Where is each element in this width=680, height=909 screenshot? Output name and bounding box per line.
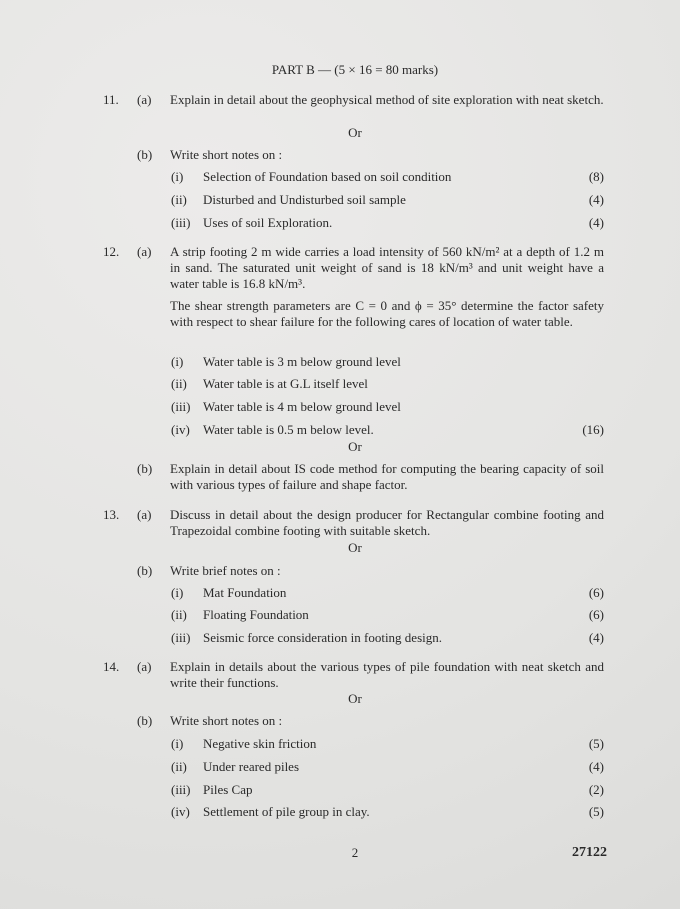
part-label: (a): [137, 659, 152, 674]
item-numeral: (ii): [171, 376, 187, 391]
item-numeral: (i): [171, 736, 184, 751]
question-text: Explain in detail about the geophysical method of site exploration with neat sketch.: [170, 92, 604, 107]
item-marks: (5): [588, 804, 604, 819]
item-numeral: (iii): [171, 630, 191, 645]
item-text: Uses of soil Exploration.: [203, 215, 333, 230]
question-number: 11.: [103, 92, 119, 107]
item-numeral: (iii): [171, 215, 191, 230]
item-text: Selection of Foundation based on soil condition: [203, 169, 452, 184]
part-label: (b): [137, 563, 153, 578]
or-separator: Or: [348, 691, 362, 706]
item-text: Water table is 3 m below ground level: [203, 354, 401, 369]
question-number: 14.: [103, 659, 120, 674]
item-marks: (2): [588, 782, 604, 797]
question-text: Write brief notes on :: [170, 563, 281, 578]
question-text: A strip footing 2 m wide carries a load intensity of 560 kN/m² at a depth of 1.2 m in sand. The saturated unit weight of sand is 18 kN/m³ and unit weight have a water table is 16.8 kN/m³.: [170, 244, 604, 291]
item-text: Water table is 0.5 m below level.: [203, 422, 374, 437]
item-marks: (5): [588, 736, 604, 751]
part-label: (b): [137, 147, 153, 162]
item-numeral: (iii): [171, 399, 191, 414]
part-label: (a): [137, 244, 152, 259]
item-numeral: (ii): [171, 607, 187, 622]
item-numeral: (ii): [171, 192, 187, 207]
item-text: Negative skin friction: [203, 736, 317, 751]
item-text: Piles Cap: [203, 782, 253, 797]
question-text: Explain in detail about IS code method for computing the bearing capacity of soil with various types of failure and shape factor.: [170, 461, 604, 492]
question-number: 13.: [103, 507, 120, 522]
question-text: Discuss in detail about the design producer for Rectangular combine footing and Trapezoidal combine footing with suitable sketch.: [170, 507, 604, 538]
question-text: Write short notes on :: [170, 713, 283, 728]
question-text: The shear strength parameters are C = 0 and ϕ = 35° determine the factor safety with respect to shear failure for the following cares of location of water table.: [170, 298, 604, 329]
item-marks: (4): [588, 192, 604, 207]
question-number: 12.: [103, 244, 120, 259]
or-separator: Or: [348, 125, 362, 140]
part-heading: PART B — (5 × 16 = 80 marks): [271, 62, 439, 77]
part-label: (b): [137, 461, 153, 476]
or-separator: Or: [348, 540, 362, 555]
item-numeral: (iv): [171, 804, 190, 819]
item-text: Under reared piles: [203, 759, 300, 774]
item-numeral: (iii): [171, 782, 191, 797]
item-numeral: (i): [171, 169, 184, 184]
question-text: Write short notes on :: [170, 147, 283, 162]
paper-code: 27122: [572, 845, 607, 860]
or-separator: Or: [348, 439, 362, 454]
item-numeral: (ii): [171, 759, 187, 774]
item-text: Water table is 4 m below ground level: [203, 399, 401, 414]
item-marks: (6): [588, 585, 604, 600]
item-text: Settlement of pile group in clay.: [203, 804, 370, 819]
item-marks: (4): [588, 759, 604, 774]
item-marks: (16): [582, 422, 604, 437]
item-numeral: (iv): [171, 422, 190, 437]
page-number: 2: [351, 845, 359, 860]
item-numeral: (i): [171, 354, 184, 369]
item-text: Seismic force consideration in footing design.: [203, 630, 443, 645]
item-marks: (4): [588, 630, 604, 645]
part-label: (a): [137, 92, 152, 107]
item-numeral: (i): [171, 585, 184, 600]
part-label: (b): [137, 713, 153, 728]
item-text: Disturbed and Undisturbed soil sample: [203, 192, 406, 207]
item-marks: (8): [588, 169, 604, 184]
item-text: Water table is at G.L itself level: [203, 376, 368, 391]
item-text: Floating Foundation: [203, 607, 309, 622]
item-text: Mat Foundation: [203, 585, 287, 600]
item-marks: (4): [588, 215, 604, 230]
item-marks: (6): [588, 607, 604, 622]
part-label: (a): [137, 507, 152, 522]
question-text: Explain in details about the various types of pile foundation with neat sketch and write their functions.: [170, 659, 604, 690]
